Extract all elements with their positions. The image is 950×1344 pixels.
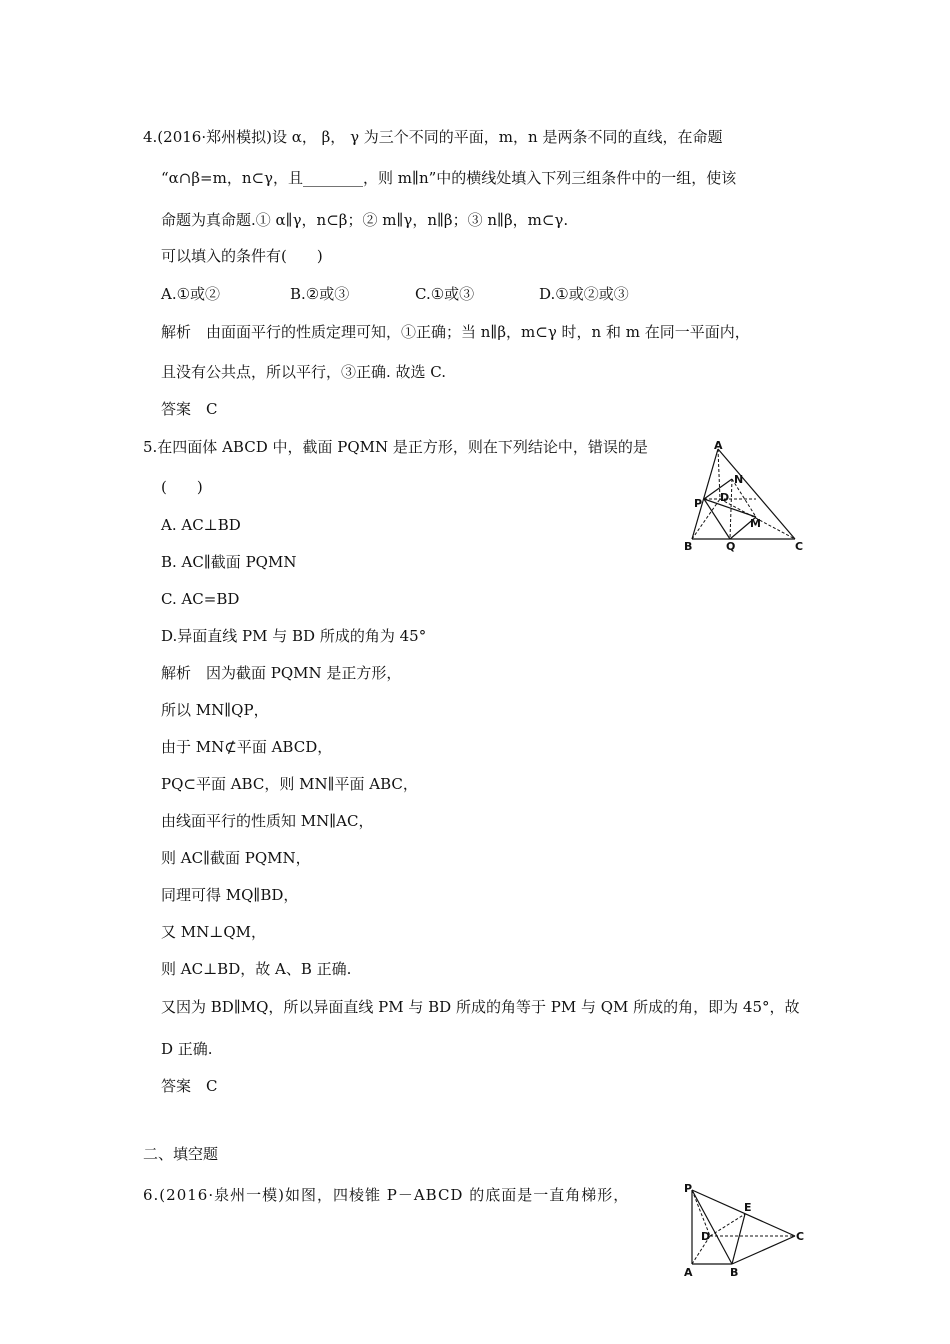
q5-option-b: B. AC∥截面 PQMN xyxy=(161,553,297,571)
q5-label-p: P xyxy=(694,497,703,510)
q5-label-c: C xyxy=(795,540,804,553)
q5-label-q: Q xyxy=(726,540,736,553)
q5-label-b: B xyxy=(684,540,693,553)
q6-label-c: C xyxy=(796,1230,805,1243)
q5-analysis-line: PQ⊂平面 ABC，则 MN∥平面 ABC， xyxy=(161,775,418,793)
q5-analysis-line: 由于 MN⊄平面 ABCD， xyxy=(161,738,333,756)
q5-label-n: N xyxy=(734,473,744,486)
q4-line4: 可以填入的条件有( ) xyxy=(161,247,323,265)
q5-analysis-line: D 正确. xyxy=(161,1040,213,1058)
q5-analysis-line: 又因为 BD∥MQ，所以异面直线 PM 与 BD 所成的角等于 PM 与 QM 所成的角，即为 45°，故 xyxy=(161,998,800,1016)
q5-paren: ( ) xyxy=(161,478,203,496)
q6-label-e: E xyxy=(744,1201,752,1214)
q4-line1: 4.(2016·郑州模拟)设 α， β， γ 为三个不同的平面，m，n 是两条不同的直线，在命题 xyxy=(143,128,723,146)
q4-option-c: C.①或③ xyxy=(415,285,475,303)
q4-option-a: A.①或② xyxy=(161,285,221,303)
q4-option-d: D.①或②或③ xyxy=(539,285,629,303)
q4-option-b: B.②或③ xyxy=(290,285,350,303)
q5-analysis-line: 则 AC∥截面 PQMN， xyxy=(161,849,311,867)
q5-option-a: A. AC⊥BD xyxy=(161,516,241,534)
q5-label-m: M xyxy=(750,517,761,530)
q5-option-c: C. AC=BD xyxy=(161,590,240,608)
q6-label-b: B xyxy=(730,1266,739,1278)
q4-line2: “α∩β=m，n⊂γ，且________，则 m∥n”中的横线处填入下列三组条件中的一组，使该 xyxy=(161,169,737,187)
q4-analysis-line2: 且没有公共点，所以平行，③正确. 故选 C. xyxy=(161,363,447,381)
q6-label-d: D xyxy=(701,1230,711,1243)
q6-label-a: A xyxy=(684,1266,693,1278)
q5-option-d: D.异面直线 PM 与 BD 所成的角为 45° xyxy=(161,627,427,645)
q5-analysis-line: 解析 因为截面 PQMN 是正方形， xyxy=(161,664,402,682)
q6-stem: 6.(2016·泉州一模)如图，四棱锥 P－ABCD 的底面是一直角梯形， xyxy=(143,1186,630,1204)
q5-label-a: A xyxy=(714,439,723,452)
q6-label-p: P xyxy=(684,1182,693,1195)
section-title: 二、填空题 xyxy=(143,1145,219,1163)
q5-stem: 5.在四面体 ABCD 中，截面 PQMN 是正方形，则在下列结论中，错误的是 xyxy=(143,438,648,456)
q4-answer: 答案 C xyxy=(161,400,218,418)
q4-line3: 命题为真命题.① α∥γ，n⊂β；② m∥γ，n∥β；③ n∥β，m⊂γ. xyxy=(161,211,569,229)
q5-analysis-line: 由线面平行的性质知 MN∥AC， xyxy=(161,812,374,830)
q5-tetrahedron-figure xyxy=(680,437,810,557)
q5-analysis-line: 同理可得 MQ∥BD， xyxy=(161,886,299,904)
q5-analysis-line: 又 MN⊥QM， xyxy=(161,923,267,941)
q5-answer: 答案 C xyxy=(161,1077,218,1095)
q4-analysis-line1: 解析 由面面平行的性质定理可知，①正确；当 n∥β，m⊂γ 时，n 和 m 在同一平面内， xyxy=(161,323,750,341)
q6-pyramid-figure xyxy=(680,1178,810,1278)
q5-analysis-line: 所以 MN∥QP， xyxy=(161,701,269,719)
q5-label-d: D xyxy=(720,491,730,504)
q5-analysis-line: 则 AC⊥BD，故 A、B 正确. xyxy=(161,960,352,978)
